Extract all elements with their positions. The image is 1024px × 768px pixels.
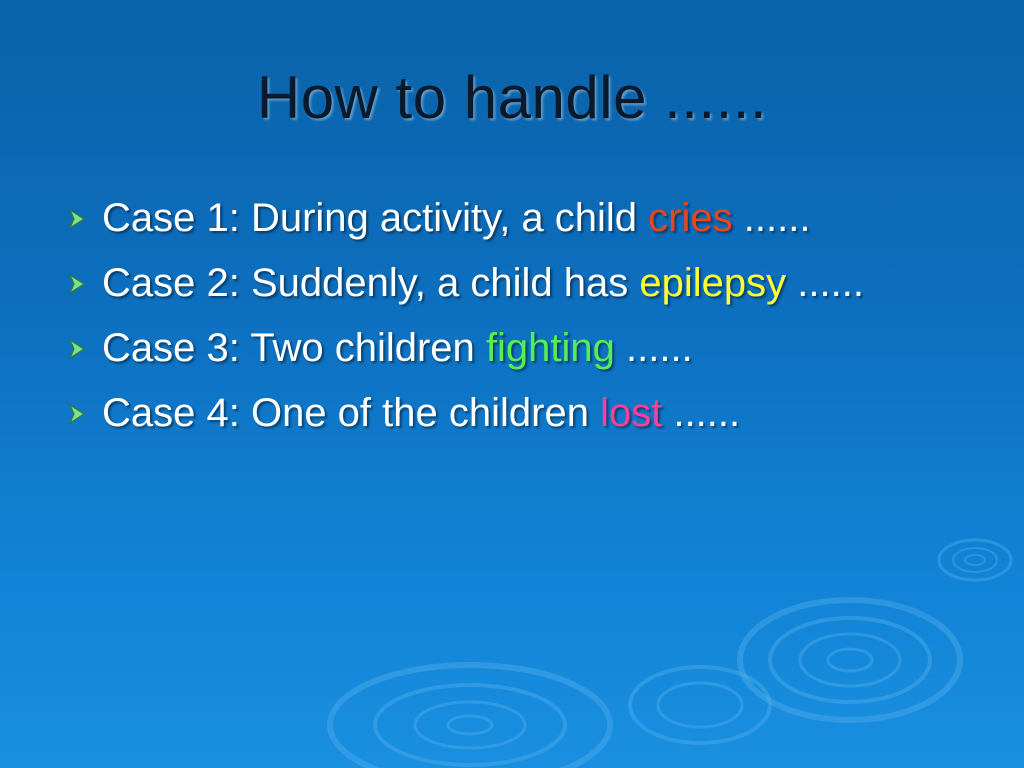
ellipsis: ...... (797, 261, 864, 305)
arrow-bullet-icon (64, 271, 92, 297)
arrow-bullet-icon (64, 401, 92, 427)
keyword-cries: cries (648, 196, 733, 240)
arrow-bullet-icon (64, 206, 92, 232)
bullet-text: Case 1: During activity, a child (102, 196, 638, 240)
ellipsis: ...... (673, 391, 741, 435)
arrow-bullet-icon (64, 336, 92, 362)
ellipsis: ...... (626, 326, 693, 370)
bullet-text: Case 2: Suddenly, a child has (102, 261, 629, 305)
bullet-text: Case 4: One of the children (102, 391, 589, 435)
slide-title: How to handle ...... (256, 64, 768, 131)
case-bullet-list (64, 186, 864, 446)
bullet-case-4 (64, 381, 864, 446)
bullet-text: Case 3: Two children (102, 326, 475, 370)
ellipsis: ...... (743, 196, 811, 240)
bullet-case-2 (64, 251, 864, 316)
keyword-epilepsy: epilepsy (639, 261, 787, 305)
keyword-fighting: fighting (485, 326, 615, 370)
bullet-case-3 (64, 316, 864, 381)
keyword-lost: lost (600, 391, 663, 435)
bullet-case-1 (64, 186, 864, 251)
